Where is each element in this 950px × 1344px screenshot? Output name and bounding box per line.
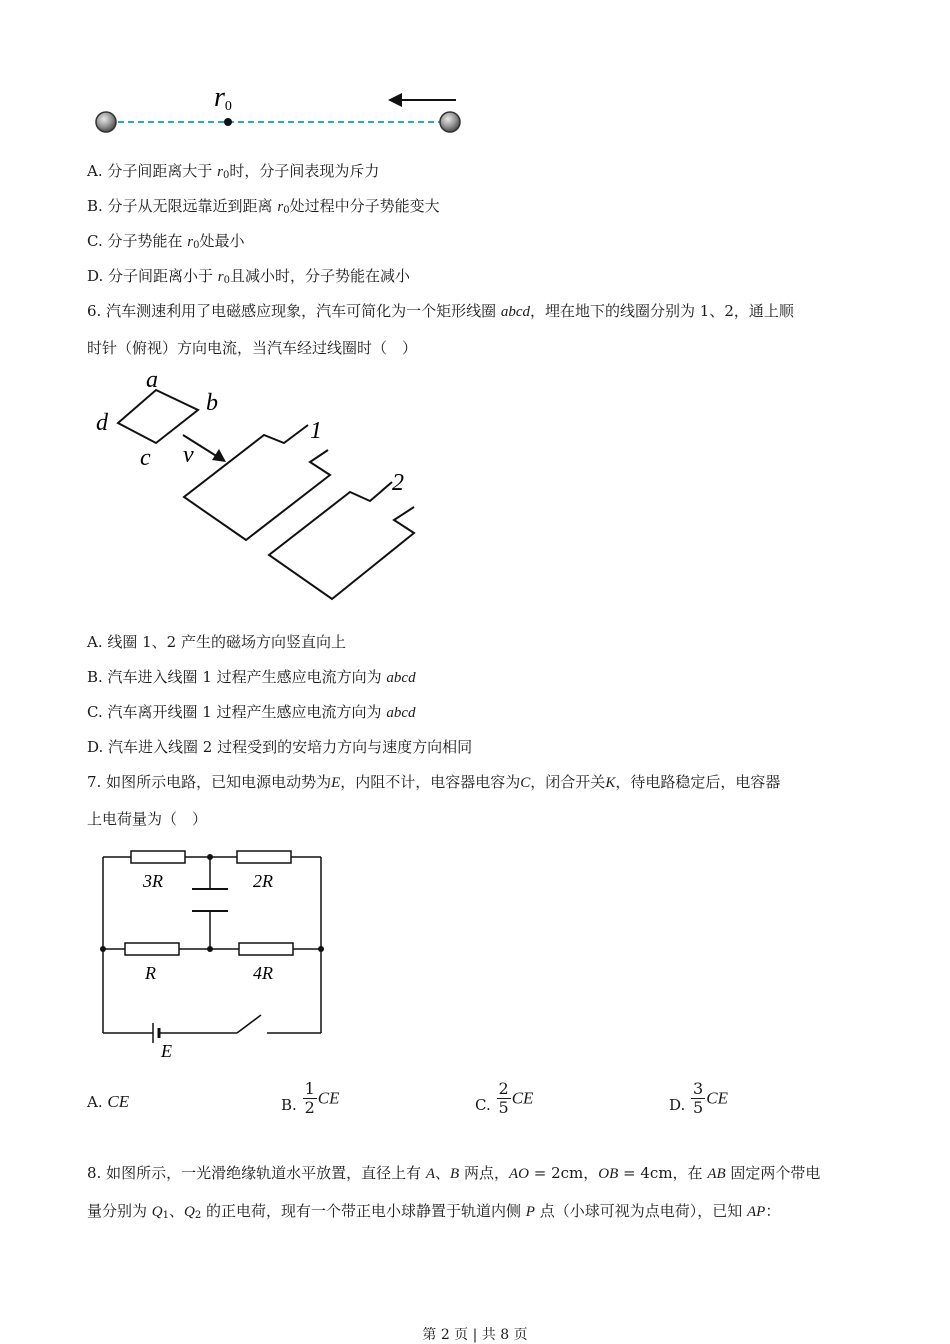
q8-stem-line1: 8. 如图所示，一光滑绝缘轨道水平放置，直径上有 A、B 两点，AO = 2cm，OB = 4cm，在 AB 固定两个带电 (87, 1164, 821, 1182)
q6-option-a: A. 线圈 1、2 产生的磁场方向竖直向上 (87, 633, 346, 651)
arrow-left-icon (388, 93, 402, 107)
resistor-2r (237, 851, 291, 863)
q7-option-a: A. CE (87, 1092, 130, 1111)
label-4r: 4R (253, 963, 273, 983)
q7-stem-line1: 7. 如图所示电路，已知电源电动势为E，内阻不计，电容器电容为C，闭合开关K，待电路稳定后，电容器 (87, 773, 781, 791)
page-footer: 第 2 页 | 共 8 页 (422, 1327, 528, 1343)
label-c: c (140, 445, 151, 471)
q6-stem-line1: 6. 汽车测速利用了电磁感应现象，汽车可简化为一个矩形线圈 abcd，埋在地下的线圈分别为 1、2，通上顺 (87, 302, 794, 320)
q6-option-b: B. 汽车进入线圈 1 过程产生感应电流方向为 abcd (87, 668, 416, 686)
ground-coil-1 (184, 425, 330, 540)
q6-stem-line2: 时针（俯视）方向电流，当汽车经过线圈时（ ） (87, 339, 418, 357)
label-2r: 2R (253, 871, 273, 891)
label-a: a (146, 367, 158, 393)
coil-2-label: 2 (392, 470, 404, 496)
q5-option-d: D. 分子间距离小于 $r_0$且减小时，分子势能在减小 (87, 267, 411, 286)
q8-stem-line2: 量分别为 $Q_1$、$Q_2$ 的正电荷，现有一个带正电小球静置于轨道内侧 P 点（小球可视为点电荷），已知 AP： (87, 1202, 781, 1221)
label-b: b (206, 390, 218, 416)
q7-option-d: D. $\frac{3}{5}$ CE (669, 1079, 728, 1117)
q7-stem-line2: 上电荷量为（ ） (87, 810, 208, 828)
resistor-3r (131, 851, 185, 863)
q5-option-b: B. 分子从无限远靠近到距离 $r_0$处过程中分子势能变大 (87, 197, 440, 216)
resistor-4r (239, 943, 293, 955)
circuit-figure (95, 845, 335, 1065)
q6-option-c: C. 汽车离开线圈 1 过程产生感应电流方向为 abcd (87, 703, 416, 721)
switch-k (237, 1015, 261, 1033)
ground-coil-2 (269, 482, 414, 599)
q6-option-d: D. 汽车进入线圈 2 过程受到的安培力方向与速度方向相同 (87, 738, 473, 756)
label-r: R (145, 963, 156, 983)
r0-point (224, 118, 232, 126)
q5-option-c: C. 分子势能在 $r_0$处最小 (87, 232, 245, 251)
label-3r: 3R (143, 871, 163, 891)
q5-option-a: A. 分子间距离大于 $r_0$时，分子间表现为斥力 (87, 162, 380, 181)
molecule-left (96, 112, 116, 132)
label-d: d (96, 410, 108, 436)
resistor-r (125, 943, 179, 955)
label-e: E (161, 1041, 172, 1061)
car-coil (118, 390, 198, 443)
coil-1-label: 1 (310, 418, 322, 444)
molecule-right (440, 112, 460, 132)
r0-label: r0 (214, 82, 232, 114)
molecule-figure (90, 80, 470, 140)
label-v: v (183, 442, 194, 468)
coil-figure (88, 365, 428, 605)
q7-option-b: B. $\frac{1}{2}$ CE (281, 1079, 340, 1117)
q7-option-c: C. $\frac{2}{5}$ CE (475, 1079, 534, 1117)
